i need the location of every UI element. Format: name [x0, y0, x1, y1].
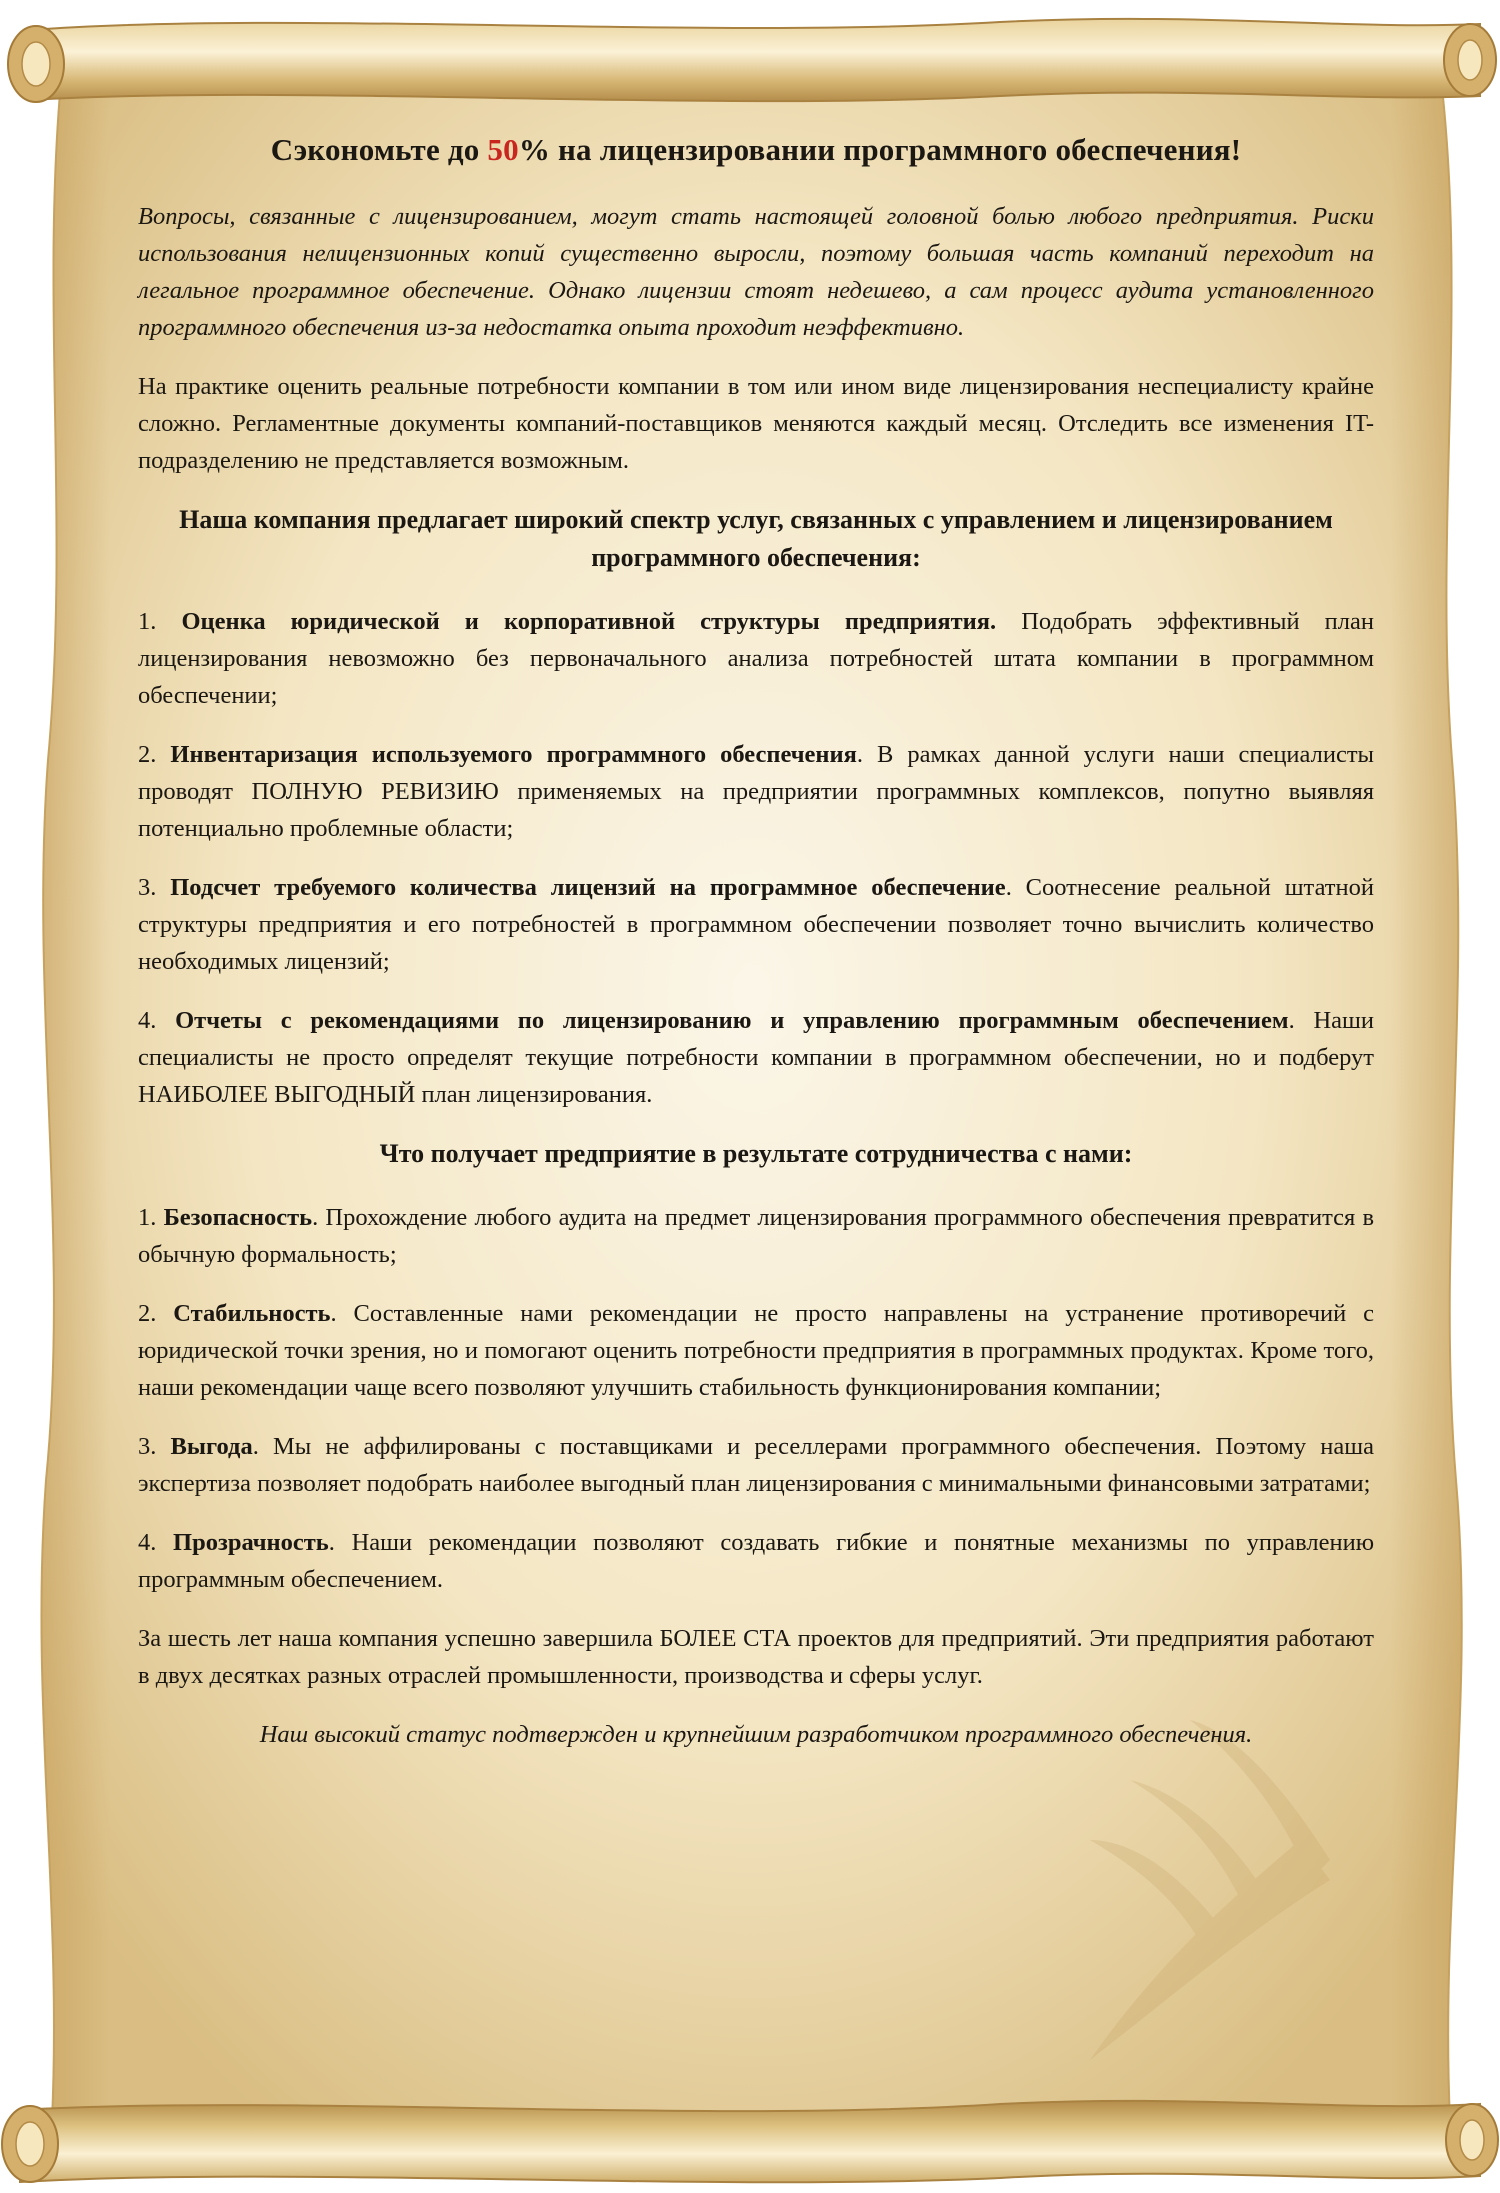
item-text: Подобрать эффективный план лицензирования невозможно без первоначального анализа потребностей штата компании в программном обеспечении;: [138, 608, 1374, 709]
item-bold-label: Безопасность: [163, 1204, 313, 1231]
benefit-item: [138, 1295, 1374, 1406]
item-bold-label: Стабильность: [173, 1300, 331, 1327]
item-bold-label: Оценка юридической и корпоративной структуры предприятия.: [181, 608, 997, 635]
title-accent-percent: 50: [487, 132, 519, 167]
item-text: . Наши рекомендации позволяют создавать гибкие и понятные механизмы по управлению программным обеспечением.: [138, 1529, 1374, 1593]
benefit-item: [138, 1199, 1374, 1273]
service-item: [138, 603, 1374, 714]
service-item: [138, 1002, 1374, 1113]
item-text: . Составленные нами рекомендации не просто направлены на устранение противоречий с юридической точки зрения, но и помогают оценить потребности предприятия в программных продуктах. Кроме того, наши рекомендации чаще всего позволяют улучшить стабильность функционирования компании;: [138, 1300, 1375, 1401]
experience-paragraph: За шесть лет наша компания успешно завершила БОЛЕЕ СТА проектов для предприятий. Эти предприятия работают в двух десятках разных отраслей промышленности, производства и сферы услуг.: [138, 1625, 1374, 1689]
page-title: [138, 130, 1374, 170]
item-text: . Соотнесение реальной штатной структуры предприятия и его потребностей в программном обеспечении позволяет точно вычислить количество необходимых лицензий;: [138, 874, 1374, 975]
item-number: 2.: [138, 1300, 157, 1327]
intro-italic-paragraph: Вопросы, связанные с лицензированием, могут стать настоящей головной болью любого предприятия. Риски использования нелицензионных копий существенно выросли, поэтому большая часть компаний переходит на легальное программное обеспечение. Однако лицензии стоят недешево, а сам процесс аудита установленного программного обеспечения из-за недостатка опыта проходит неэффективно.: [138, 203, 1374, 341]
item-number: 1.: [138, 1204, 157, 1231]
item-number: 4.: [138, 1529, 157, 1556]
item-number: 4.: [138, 1007, 157, 1034]
item-bold-label: Выгода: [170, 1433, 253, 1460]
benefit-item: [138, 1524, 1374, 1598]
benefits-heading: Что получает предприятие в результате сотрудничества с нами:: [379, 1139, 1133, 1168]
document-body: [138, 130, 1374, 1753]
benefit-item: [138, 1428, 1374, 1502]
item-bold-label: Инвентаризация используемого программного обеспечения: [170, 741, 857, 768]
closing-statement: Наш высокий статус подтвержден и крупнейшим разработчиком программного обеспечения.: [259, 1721, 1253, 1748]
item-number: 3.: [138, 1433, 157, 1460]
title-before: Сэкономьте до: [270, 132, 488, 167]
item-number: 2.: [138, 741, 157, 768]
item-text: . Наши специалисты не просто определят текущие потребности компании в программном обеспечении, но и подберут НАИБОЛЕЕ ВЫГОДНЫЙ план лицензирования.: [138, 1007, 1375, 1108]
service-item: [138, 736, 1374, 847]
item-number: 1.: [138, 608, 157, 635]
item-text: . В рамках данной услуги наши специалисты проводят ПОЛНУЮ РЕВИЗИЮ применяемых на предприятии программных комплексов, попутно выявляя потенциально проблемные области;: [138, 741, 1375, 842]
item-bold-label: Прозрачность: [173, 1529, 329, 1556]
item-bold-label: Отчеты с рекомендациями по лицензированию и управлению программным обеспечением: [175, 1007, 1289, 1034]
intro-paragraph: На практике оценить реальные потребности компании в том или ином виде лицензирования неспециалисту крайне сложно. Регламентные документы компаний-поставщиков меняются каждый месяц. Отследить все изменения IT-подразделению не представляется возможным.: [138, 373, 1374, 474]
services-heading: Наша компания предлагает широкий спектр услуг, связанных с управлением и лицензированием программного обеспечения:: [179, 505, 1333, 572]
item-number: 3.: [138, 874, 157, 901]
title-after: % на лицензировании программного обеспечения!: [518, 132, 1242, 167]
service-item: [138, 869, 1374, 980]
item-text: . Мы не аффилированы с поставщиками и реселлерами программного обеспечения. Поэтому наша экспертиза позволяет подобрать наиболее выгодный план лицензирования с минимальными финансовыми затратами;: [138, 1433, 1374, 1497]
item-bold-label: Подсчет требуемого количества лицензий на программное обеспечение: [170, 874, 1006, 901]
item-text: . Прохождение любого аудита на предмет лицензирования программного обеспечения превратится в обычную формальность;: [138, 1204, 1375, 1268]
